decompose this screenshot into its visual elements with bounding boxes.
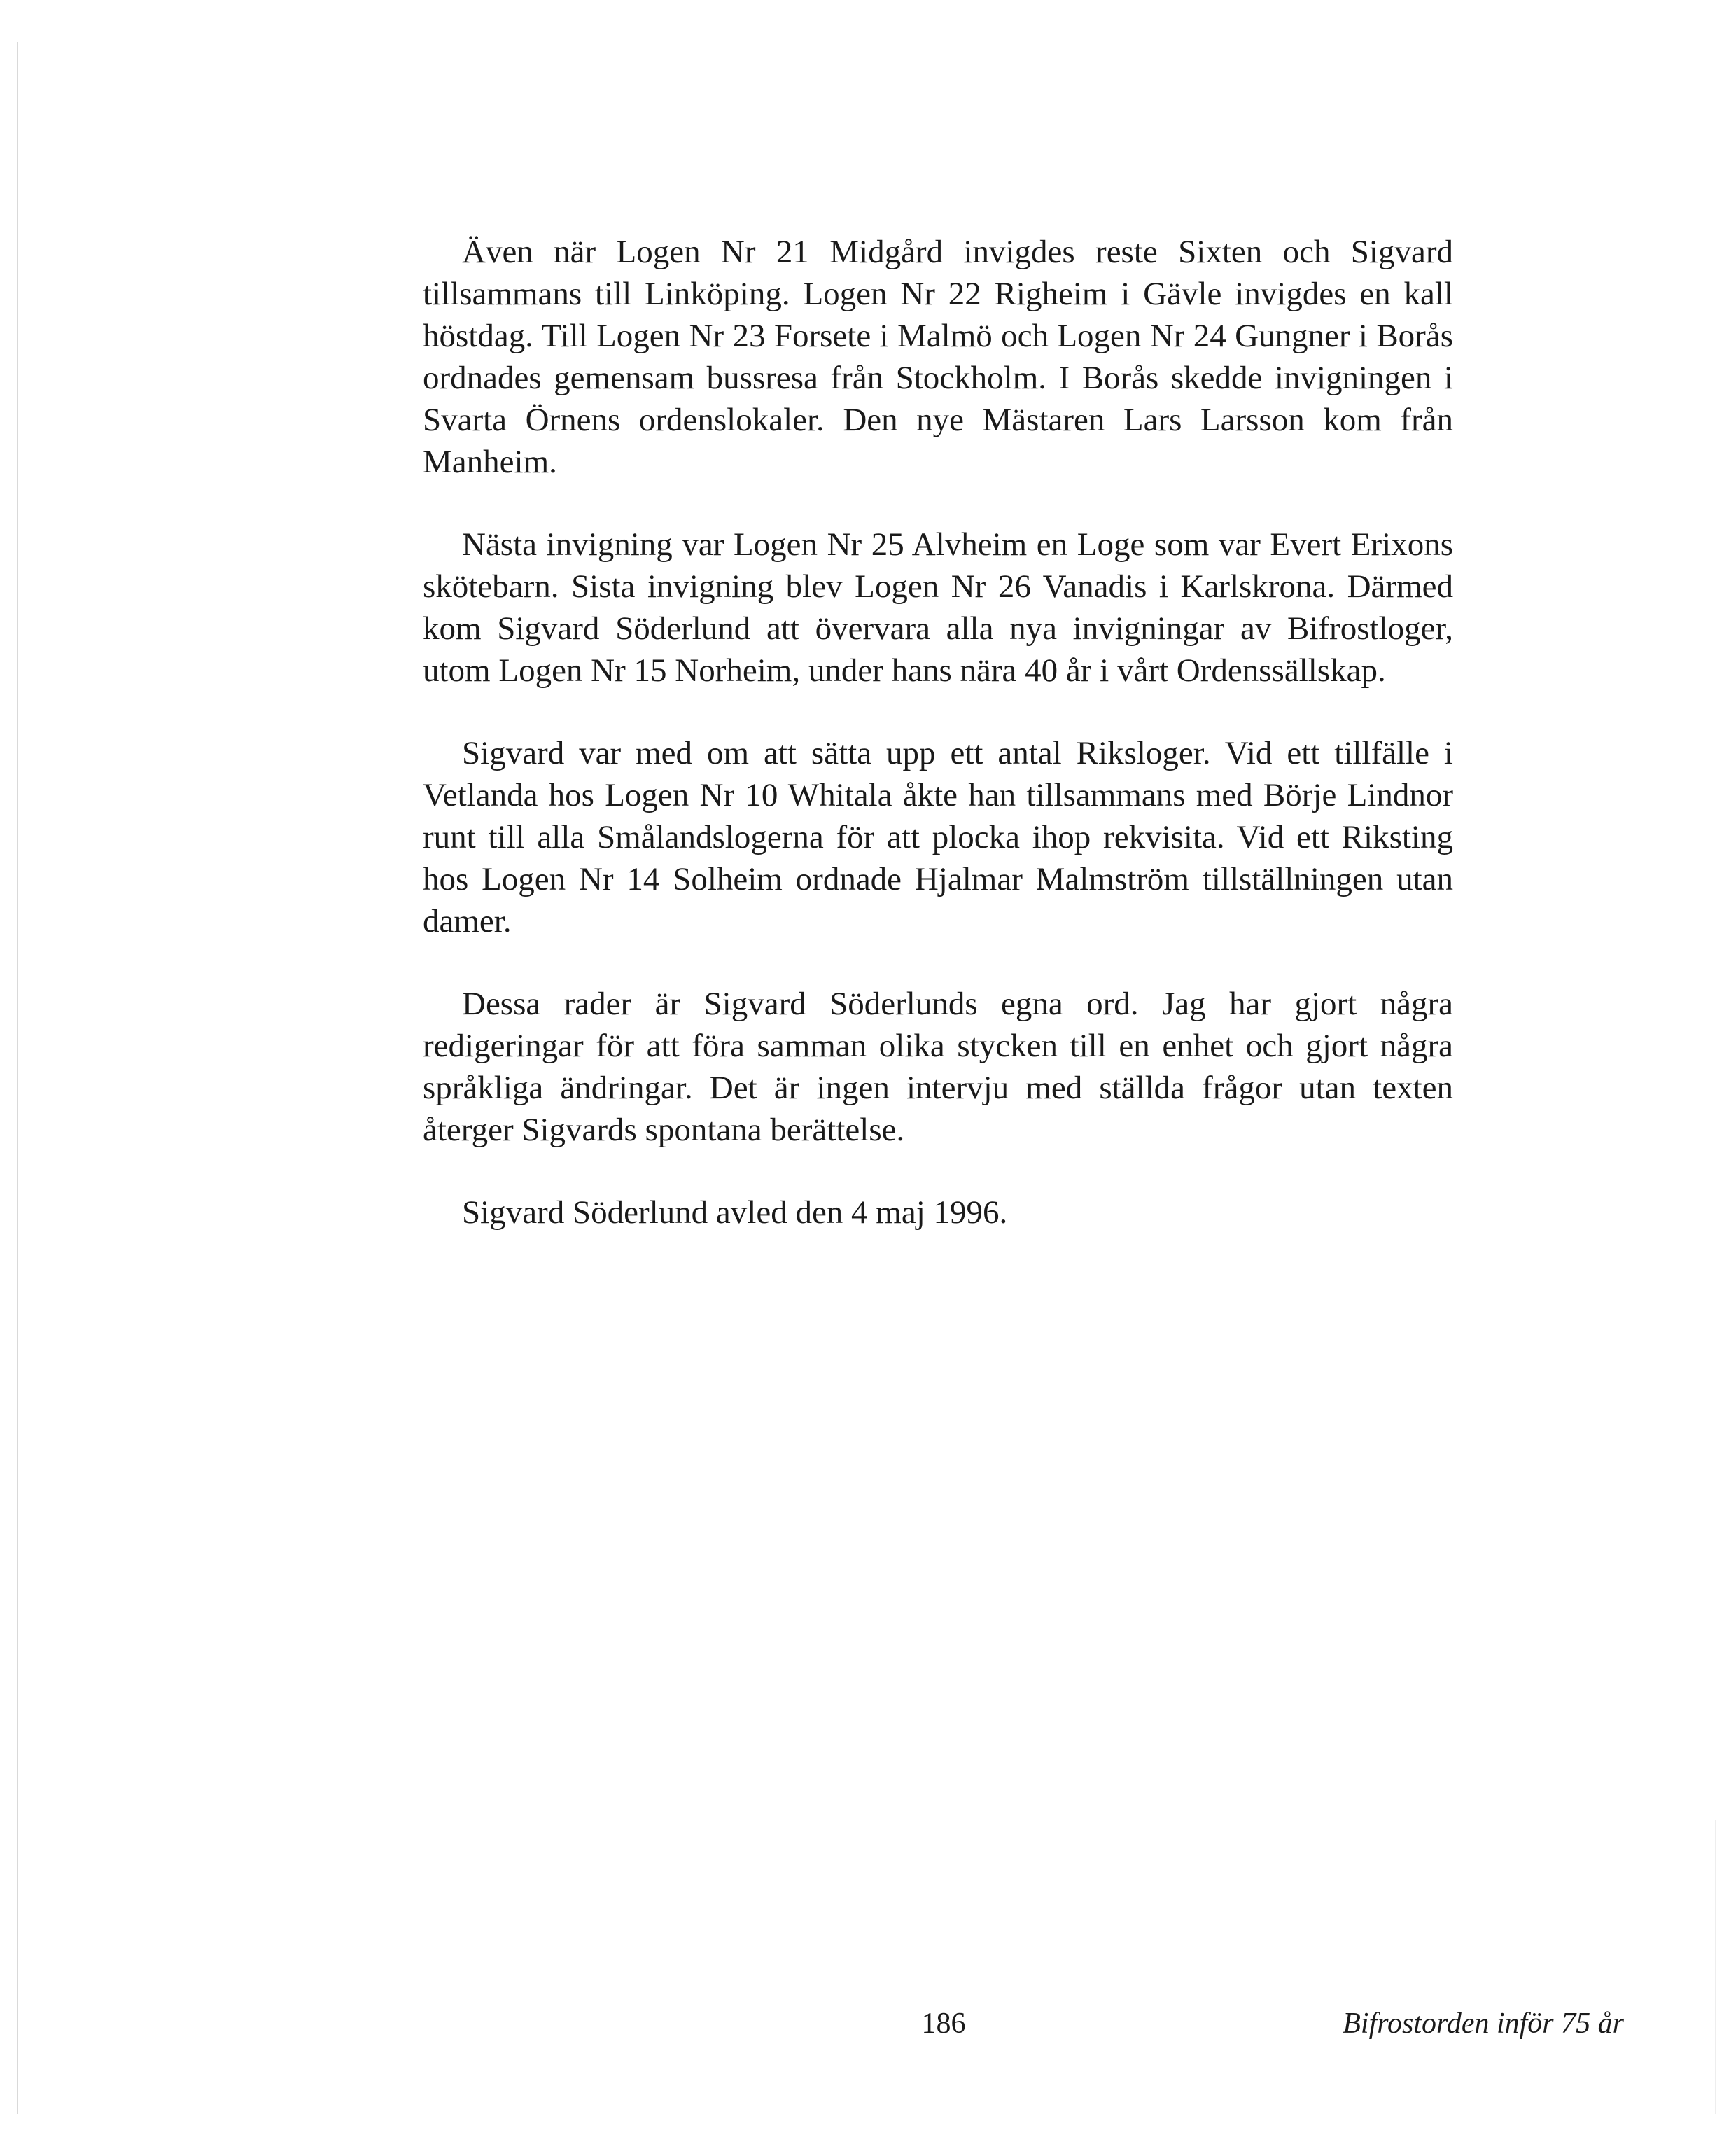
paragraph-4: Dessa rader är Sigvard Söderlunds egna ord. Jag har gjort några redigeringar för att föra samman olika stycken till en enhet och gjort några språkliga ändringar. Det är ingen intervju med ställda frågor utan texten återger Sigvards spontana berättelse. (423, 986, 1453, 1148)
running-footer-title: Bifrostorden inför 75 år (1343, 2008, 1624, 2040)
page-edge-right (1715, 1820, 1716, 2114)
page-number: 186 (921, 2008, 966, 2040)
page-edge-left (17, 42, 18, 2114)
paragraph-2: Nästa invigning var Logen Nr 25 Alvheim en Loge som var Evert Erixons skötebarn. Sista invigning blev Logen Nr 26 Vanadis i Karlskrona. Därmed kom Sigvard Söderlund att övervara alla nya invigningar av Bifrostloger, utom Logen Nr 15 Norheim, under hans nära 40 år i vårt Ordenssällskap. (423, 526, 1453, 689)
paragraph-3: Sigvard var med om att sätta upp ett antal Riksloger. Vid ett tillfälle i Vetlanda hos Logen Nr 10 Whitala åkte han tillsammans med Börje Lindnor runt till alla Smålandslogerna för att plocka ihop rekvisita. Vid ett Riksting hos Logen Nr 14 Solheim ordnade Hjalmar Malmström tillställningen utan damer. (423, 735, 1453, 939)
body-text (423, 231, 1453, 1233)
paragraph-1: Även när Logen Nr 21 Midgård invigdes reste Sixten och Sigvard tillsammans till Linköping. Logen Nr 22 Righeim i Gävle invigdes en kall höstdag. Till Logen Nr 23 Forsete i Malmö och Logen Nr 24 Gungner i Borås ordnades gemensam bussresa från Stockholm. I Borås skedde invigningen i Svarta Örnens ordenslokaler. Den nye Mästaren Lars Larsson kom från Manheim. (423, 234, 1453, 480)
paragraph-5: Sigvard Söderlund avled den 4 maj 1996. (462, 1194, 1008, 1231)
